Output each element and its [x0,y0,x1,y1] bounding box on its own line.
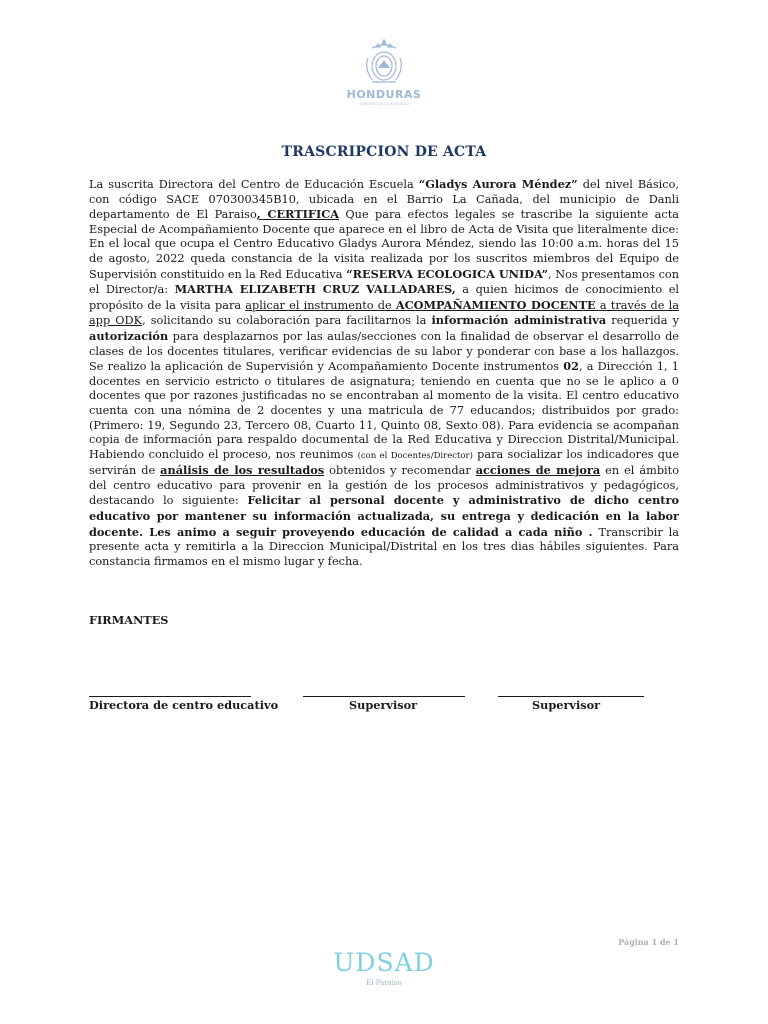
signature-label-director: Directora de centro educativo [89,698,279,712]
network-name: “RESERVA ECOLOGICA UNIDA” [346,266,549,281]
body-text: obtenidos y recomendar [324,464,476,478]
honduras-seal [342,38,426,108]
signature-label-supervisor: Supervisor [532,698,601,712]
footer-brand-subtitle: El Paraiso [366,979,402,987]
seal-name: HONDURAS [346,88,422,101]
body-text: para socializar los indicadores que servirán de [89,447,679,478]
document-body [89,177,679,569]
school-name: “Gladys Aurora Méndez” [418,177,578,191]
bold-text: información administrativa [431,313,607,328]
body-text: a quien hicimos de conocimiento el propósito de la visita para [89,283,679,312]
instrument-count: 02 [563,359,579,374]
seal-subtitle: GOBIERNO DE LA REPÚBLICA [358,102,410,106]
body-text: , a Dirección 1, 1 docentes en servicio estricto o titulares de asignatura; teniendo en cuenta que no se le aplico a 0 docentes que por razones justificadas no se encontraban al momento de la visita. El centro educativo cuenta con una nómina de 2 docentes y una matricula de 77 educandos; distribuidos por grado: (Primero: 19, Segundo 23, Tercero 08, Cuarto 11, Quinto 08, Sexto 08). Para evidencia se acompañan copia de información para respaldo documental de la Red Educativa y Direccion Distrital/Municipal. Habiendo concluido el proceso, nos reunimos [89,360,679,461]
body-text: en el ámbito del centro educativo para provenir en la gestión de los procesos administrativos y pedagógicos, destacando lo siguiente: [89,464,680,508]
bold-text: autorización [89,328,169,343]
signature-label-supervisor: Supervisor [349,698,418,712]
certifica-text: , CERTIFICA [256,207,339,222]
body-text: para desplazarnos por las aulas/secciones con la finalidad de observar el desarrollo de clases de los docentes titulares, verificar evidencias de su labor y ponderar con base a los hallazgos. Se realizo la aplicación de Supervisión y Acompañamiento Docente instrumentos [89,329,679,374]
underlined-text: a través de la app ODK [89,298,679,328]
signature-line [303,696,465,697]
underlined-text: aplicar el instrumento de [245,298,396,312]
body-text: del nivel Básico, con código SACE 070300345B10, ubicada en el Barrio La Cañada, del municipio de Danli departamento de El Paraiso [89,178,680,222]
body-text: Que para efectos legales se trascribe la siguiente acta Especial de Acompañamiento Docente que aparece en el libro de Acta de Visita que literalmente dice: En el local que ocupa el Centro Educativo Gladys Aurora Méndez, siendo las 10:00 a.m. horas del 15 de agosto, 2022 queda constancia de la visita realizada por los suscritos miembros del Equipo de Supervisión constituido en la Red Educativa [89,208,679,281]
body-text: requerida y [606,314,679,328]
bold-underlined-text: análisis de los resultados [160,463,325,478]
director-name: MARTHA ELIZABETH CRUZ VALLADARES, [174,282,456,297]
body-text: La suscrita Directora del Centro de Educación Escuela [89,178,419,191]
small-note: (con el Docentes/Director) [357,450,473,461]
coat-of-arms-icon [362,38,406,86]
instrument-name: ACOMPAÑAMIENTO DOCENTE [395,297,596,312]
recommendation-text: Felicitar al personal docente y administrativo de dicho centro educativo por mantener su información actualizada, su entrega y dedicación en la labor docente. Les animo a seguir proveyendo educación de calidad a cada niño . [89,493,679,539]
signers-heading: FIRMANTES [89,613,169,627]
footer-brand: UDSAD [333,948,435,977]
body-text: , solicitando su colaboración para facilitarnos la [142,314,432,328]
signature-line [89,696,251,697]
body-text: , Nos presentamos con el Director/a: [89,267,679,297]
bold-underlined-text: acciones de mejora [475,463,601,478]
document-title: TRASCRIPCION DE ACTA [281,144,487,160]
body-text: Transcribir la presente acta y remitirla a la Direccion Municipal/Distrital en los tres dias hábiles siguientes. Para constancia firmamos en el mismo lugar y fecha. [89,525,680,568]
page-number: Página 1 de 1 [618,937,679,947]
signature-line [498,696,644,697]
